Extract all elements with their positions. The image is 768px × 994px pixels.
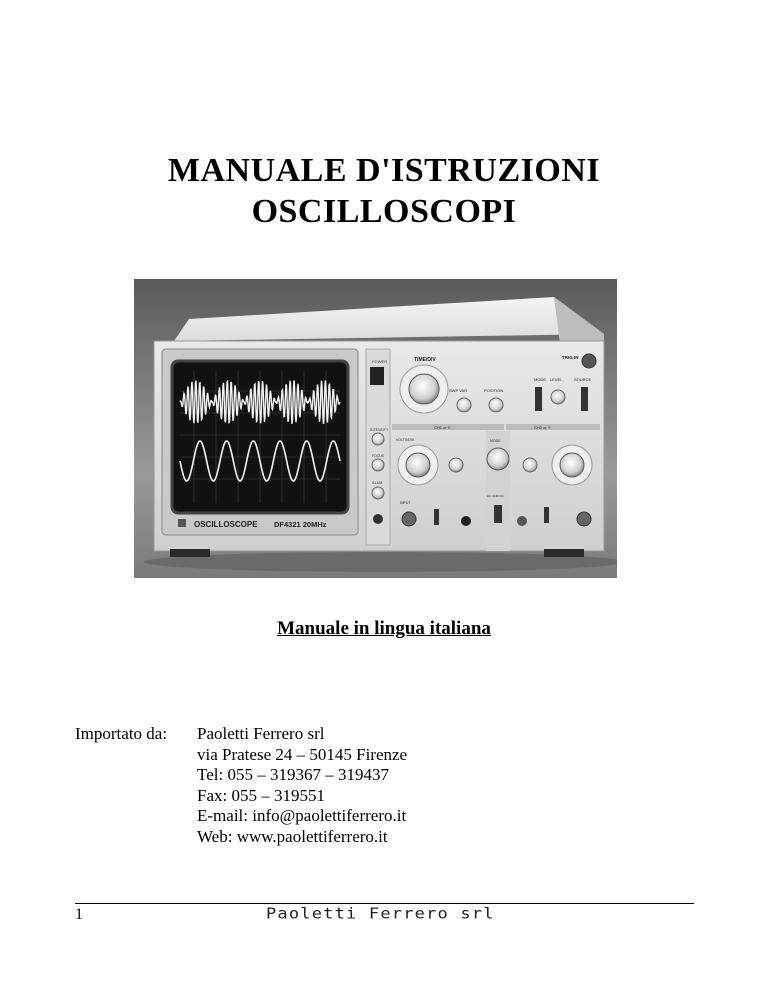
- footer-divider: [75, 903, 694, 904]
- document-title-line-1: MANUALE D'ISTRUZIONI: [167, 152, 601, 189]
- importer-address-block: [197, 724, 407, 847]
- time-div-label: TIME/DIV: [414, 357, 436, 363]
- focus-label: FOCUS: [372, 454, 385, 458]
- ch1-volts-div-label: VOLTS/DIV: [396, 438, 415, 442]
- illum-label: ILLUM: [372, 481, 383, 485]
- mode-label: MODE: [534, 377, 546, 382]
- power-label: POWER: [372, 359, 388, 364]
- importer-email: E-mail: info@paolettiferrero.it: [197, 806, 407, 825]
- footer-brand: Paoletti Ferrero srl: [266, 905, 495, 923]
- model-label: DF4321 20MHz: [274, 520, 327, 529]
- position-label: POSITION: [484, 388, 504, 393]
- importer-label: Importato da:: [75, 724, 168, 743]
- level-label: LEVEL: [550, 377, 563, 382]
- ch1-input-label: INPUT: [400, 501, 411, 505]
- ch1-label: CH1 or X: [434, 425, 451, 430]
- importer-street: via Pratese 24 – 50145 Firenze: [197, 744, 408, 764]
- screen-brand-label: OSCILLOSCOPE: [194, 520, 258, 529]
- ch2-label: CH2 or Y: [534, 425, 551, 430]
- importer-website: Web: www.paolettiferrero.it: [197, 826, 388, 846]
- intensity-label: INTENSITY: [370, 428, 389, 432]
- document-subtitle: Manuale in lingua italiana: [277, 618, 491, 639]
- page-number: 1: [75, 906, 83, 923]
- importer-phone: Tel: 055 – 319367 – 319437: [197, 765, 389, 784]
- swp-var-label: SWP VAR: [449, 388, 468, 393]
- trig-in-label: TRIG IN: [562, 355, 579, 360]
- source-label: SOURCE: [574, 377, 592, 382]
- vert-mode-label: MODE: [490, 439, 501, 443]
- document-title-line-2: OSCILLOSCOPI: [251, 193, 517, 230]
- importer-fax: Fax: 055 – 319551: [197, 785, 325, 805]
- ac-gnd-dc-label: AC GND DC: [487, 494, 504, 498]
- importer-company: Paoletti Ferrero srl: [197, 724, 325, 743]
- oscilloscope-photo: [134, 279, 617, 578]
